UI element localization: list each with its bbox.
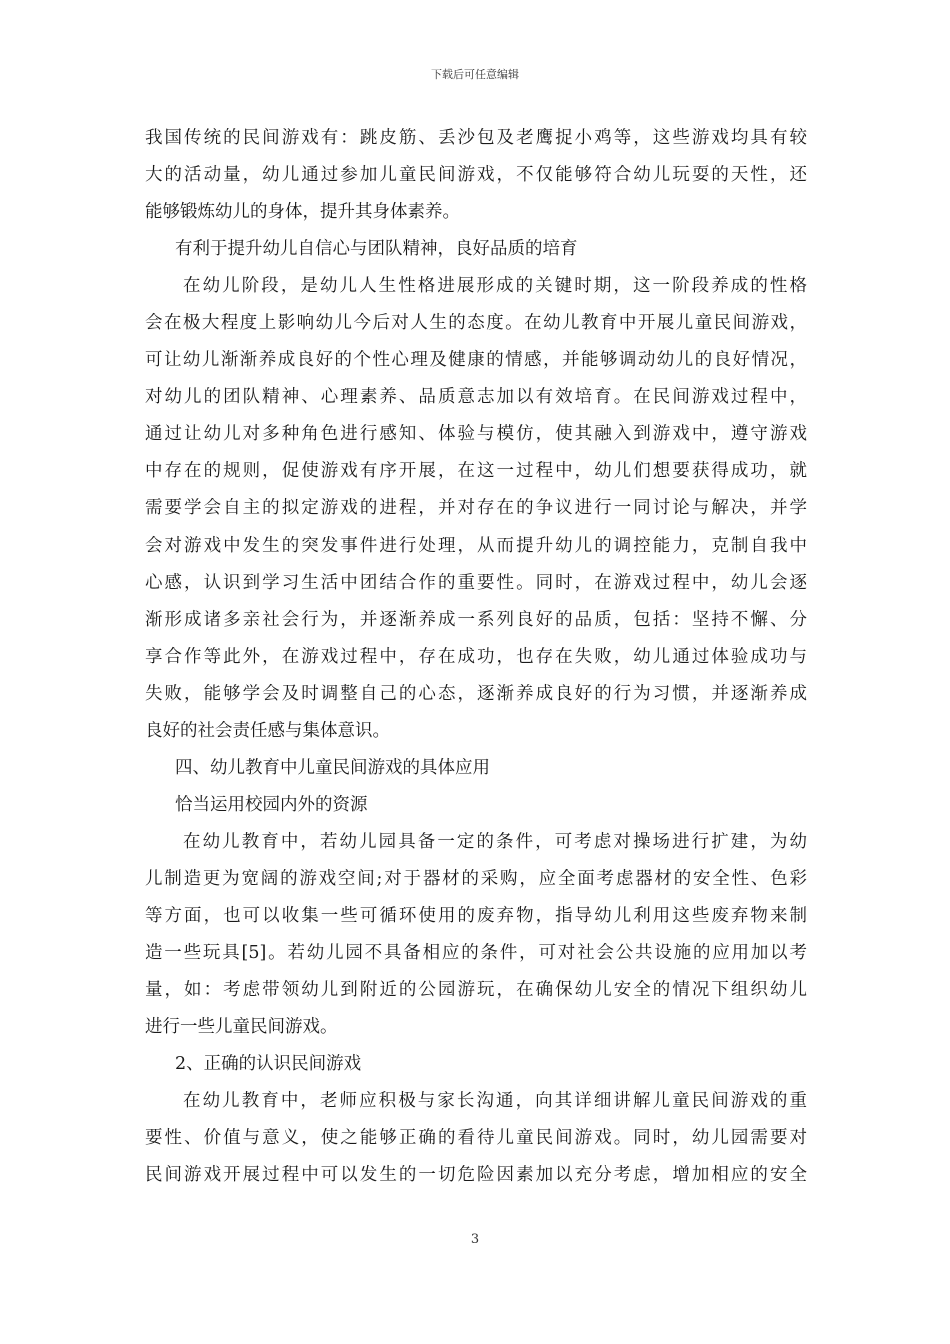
text-line: 对幼儿的团队精神、心理素养、品质意志加以有效培育。在民间游戏过程中， bbox=[145, 387, 807, 408]
text-line: 在幼儿教育中，老师应积极与家长沟通，向其详细讲解儿童民间游戏的重 bbox=[183, 1091, 807, 1112]
text-line: 通过让幼儿对多种角色进行感知、体验与模仿，使其融入到游戏中，遵守游戏 bbox=[145, 424, 807, 445]
text-line: 心感，认识到学习生活中团结合作的重要性。同时，在游戏过程中，幼儿会逐 bbox=[145, 572, 807, 593]
text-line: 我国传统的民间游戏有：跳皮筋、丢沙包及老鹰捉小鸡等，这些游戏均具有较 bbox=[145, 128, 807, 148]
section-heading: 恰当运用校园内外的资源 bbox=[175, 794, 368, 815]
section-heading: 四、幼儿教育中儿童民间游戏的具体应用 bbox=[175, 757, 490, 778]
text-line: 良好的社会责任感与集体意识。 bbox=[145, 720, 390, 741]
text-line: 要性、价值与意义，使之能够正确的看待儿童民间游戏。同时，幼儿园需要对 bbox=[145, 1128, 807, 1149]
text-line: 民间游戏开展过程中可以发生的一切危险因素加以充分考虑，增加相应的安全 bbox=[145, 1165, 807, 1186]
text-line: 中存在的规则，促使游戏有序开展，在这一过程中，幼儿们想要获得成功，就 bbox=[145, 461, 807, 482]
text-line: 会在极大程度上影响幼儿今后对人生的态度。在幼儿教育中开展儿童民间游戏， bbox=[145, 313, 807, 334]
text-line: 在幼儿阶段，是幼儿人生性格进展形成的关键时期，这一阶段养成的性格 bbox=[183, 276, 807, 297]
text-line: 儿制造更为宽阔的游戏空间;对于器材的采购，应全面考虑器材的安全性、色彩 bbox=[145, 868, 807, 889]
section-heading: 2、正确的认识民间游戏 bbox=[175, 1054, 362, 1075]
text-line: 在幼儿教育中，若幼儿园具备一定的条件，可考虑对操场进行扩建，为幼 bbox=[183, 831, 807, 852]
text-line: 量，如：考虑带领幼儿到附近的公园游玩，在确保幼儿安全的情况下组织幼儿 bbox=[145, 980, 807, 1001]
text-line: 能够锻炼幼儿的身体，提升其身体素养。 bbox=[145, 202, 460, 223]
text-line: 大的活动量，幼儿通过参加儿童民间游戏，不仅能够符合幼儿玩耍的天性，还 bbox=[145, 165, 807, 186]
text-line: 进行一些儿童民间游戏。 bbox=[145, 1017, 338, 1038]
text-line: 渐形成诸多亲社会行为，并逐渐养成一系列良好的品质，包括：坚持不懈、分 bbox=[145, 609, 807, 630]
text-line: 造一些玩具[5]。若幼儿园不具备相应的条件，可对社会公共设施的应用加以考 bbox=[145, 943, 807, 964]
text-line: 可让幼儿渐渐养成良好的个性心理及健康的情感，并能够调动幼儿的良好情况， bbox=[145, 350, 807, 371]
text-line: 会对游戏中发生的突发事件进行处理，从而提升幼儿的调控能力，克制自我中 bbox=[145, 535, 807, 556]
text-line: 失败，能够学会及时调整自己的心态，逐渐养成良好的行为习惯，并逐渐养成 bbox=[145, 683, 807, 704]
text-line: 等方面，也可以收集一些可循环使用的废弃物，指导幼儿利用这些废弃物来制 bbox=[145, 905, 807, 926]
page-header: 下载后可任意编辑 bbox=[431, 68, 519, 81]
text-line: 享合作等此外，在游戏过程中，存在成功，也存在失败，幼儿通过体验成功与 bbox=[145, 646, 807, 667]
text-line: 需要学会自主的拟定游戏的进程，并对存在的争议进行一同讨论与解决，并学 bbox=[145, 498, 807, 519]
page-number: 3 bbox=[470, 1232, 480, 1247]
document-body bbox=[145, 120, 807, 1194]
section-heading: 有利于提升幼儿自信心与团队精神，良好品质的培育 bbox=[175, 239, 578, 260]
